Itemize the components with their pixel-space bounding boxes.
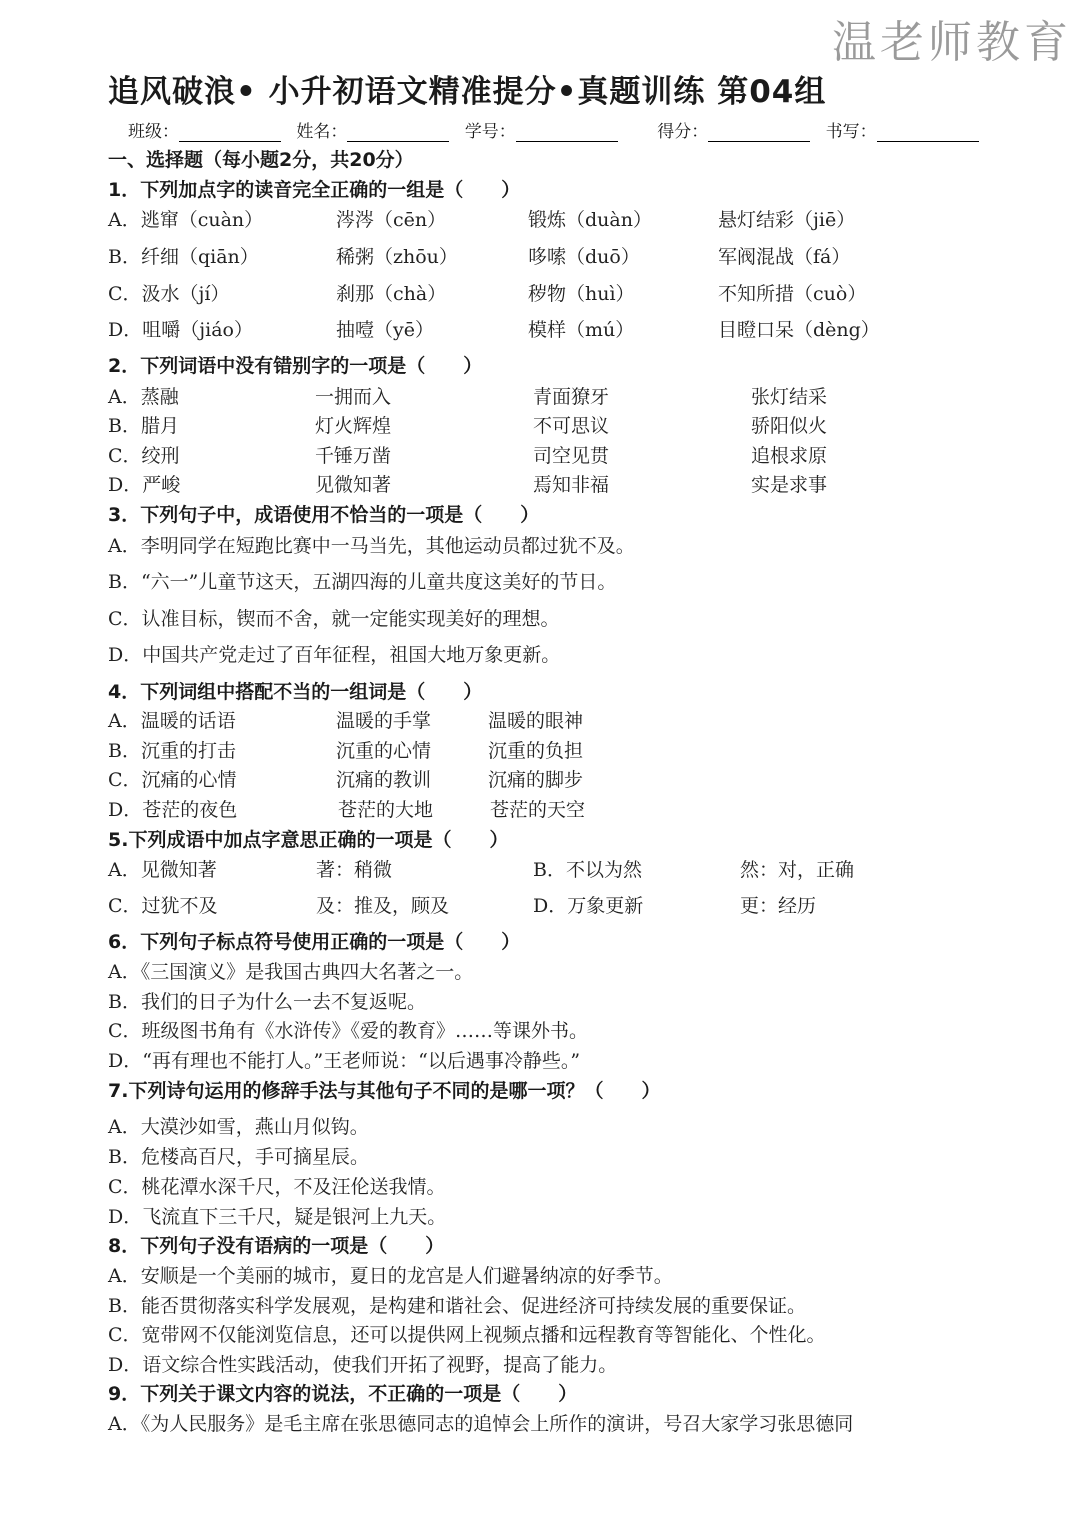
q8-option-d: D．语文综合性实践活动，使我们开拓了视野，提高了能力。	[108, 1354, 618, 1376]
q7-option-d: D．飞流直下三千尺，疑是银河上九天。	[108, 1206, 447, 1228]
q3-option-c: C．认准目标，锲而不舍，就一定能实现美好的理想。	[108, 608, 560, 630]
option: A．逃窜（cuàn）	[108, 209, 264, 231]
q6-option-c: C．班级图书角有《水浒传》《爱的教育》……等课外书。	[108, 1020, 589, 1042]
option: D．苍茫的夜色	[108, 799, 238, 821]
option: 更：经历	[740, 895, 817, 917]
option: 及：推及，顾及	[316, 895, 450, 917]
option: 不可思议	[533, 415, 610, 437]
option: A．温暖的话语	[108, 710, 236, 732]
option: D．万象更新	[533, 895, 644, 917]
question-2-stem: 2．下列词语中没有错别字的一项是（ ）	[108, 355, 483, 377]
question-6-stem: 6．下列句子标点符号使用正确的一项是（ ）	[108, 931, 521, 953]
option: 骄阳似火	[751, 415, 828, 437]
writing-label: 书写：	[825, 122, 877, 142]
option: 刹那（chà）	[336, 283, 447, 305]
q8-option-c: C．宽带网不仅能浏览信息，还可以提供网上视频点播和远程教育等智能化、个性化。	[108, 1324, 826, 1346]
name-blank[interactable]	[347, 125, 449, 142]
watermark: 温老师教育	[832, 17, 1072, 68]
q7-option-b: B．危楼高百尺，手可摘星辰。	[108, 1146, 369, 1168]
question-9-stem: 9．下列关于课文内容的说法，不正确的一项是（ ）	[108, 1383, 578, 1405]
option: 稀粥（zhōu）	[336, 246, 458, 268]
option: 一拥而入	[315, 386, 392, 408]
option: C．过犹不及	[108, 895, 218, 917]
question-7-stem: 7.下列诗句运用的修辞手法与其他句子不同的是哪一项？（ ）	[108, 1080, 661, 1102]
option: 沉痛的脚步	[488, 769, 584, 791]
option: 温暖的眼神	[488, 710, 584, 732]
student-info-line	[128, 117, 988, 142]
q7-option-c: C．桃花潭水深千尺，不及汪伦送我情。	[108, 1176, 446, 1198]
option: 温暖的手掌	[336, 710, 432, 732]
option: 沉痛的教训	[336, 769, 432, 791]
name-label: 姓名：	[296, 122, 348, 142]
option: 青面獠牙	[533, 386, 610, 408]
q3-option-d: D．中国共产党走过了百年征程，祖国大地万象更新。	[108, 644, 561, 666]
question-1-stem: 1．下列加点字的读音完全正确的一组是（ ）	[108, 179, 521, 201]
option: 见微知著	[315, 474, 392, 496]
option: 苍茫的天空	[490, 799, 586, 821]
option: 涔涔（cēn）	[336, 209, 447, 231]
option: C．绞刑	[108, 445, 180, 467]
option: 哆嗦（duō）	[528, 246, 640, 268]
option: B．沉重的打击	[108, 740, 236, 762]
question-8-stem: 8．下列句子没有语病的一项是（ ）	[108, 1235, 445, 1257]
option: 不知所措（cuò）	[718, 283, 867, 305]
option: 悬灯结彩（jiē）	[718, 209, 856, 231]
option: 千锤万凿	[315, 445, 392, 467]
option: 沉重的心情	[336, 740, 432, 762]
option: 军阀混战（fá）	[718, 246, 851, 268]
option: B．腊月	[108, 415, 179, 437]
question-3-stem: 3．下列句子中，成语使用不恰当的一项是（ ）	[108, 504, 540, 526]
id-blank[interactable]	[516, 125, 618, 142]
option: 锻炼（duàn）	[528, 209, 652, 231]
option: 著：稍微	[316, 859, 393, 881]
q3-option-a: A．李明同学在短跑比赛中一马当先，其他运动员都过犹不及。	[108, 535, 635, 557]
option: 灯火辉煌	[315, 415, 392, 437]
q7-option-a: A．大漠沙如雪，燕山月似钩。	[108, 1116, 369, 1138]
option: 实是求事	[751, 474, 828, 496]
option: 焉知非福	[533, 474, 610, 496]
option: 然：对，正确	[740, 859, 855, 881]
score-blank[interactable]	[708, 125, 810, 142]
q6-option-b: B．我们的日子为什么一去不复返呢。	[108, 991, 426, 1013]
option: B．纤细（qiān）	[108, 246, 259, 268]
option: 张灯结采	[751, 386, 828, 408]
option: B．不以为然	[533, 859, 642, 881]
q8-option-a: A．安顺是一个美丽的城市，夏日的龙宫是人们避暑纳凉的好季节。	[108, 1265, 673, 1287]
option: A．见微知著	[108, 859, 217, 881]
option: 模样（mú）	[528, 319, 635, 341]
q6-option-d: D．“再有理也不能打人。”王老师说：“以后遇事冷静些。”	[108, 1050, 581, 1072]
score-label: 得分：	[657, 122, 709, 142]
option: C．汲水（jí）	[108, 283, 230, 305]
page-title: 追风破浪• 小升初语文精准提分•真题训练 第04组	[108, 74, 827, 110]
id-label: 学号：	[464, 122, 516, 142]
option: 目瞪口呆（dèng）	[718, 319, 880, 341]
class-label: 班级：	[128, 122, 179, 142]
option: 苍茫的大地	[338, 799, 434, 821]
option: 秽物（huì）	[528, 283, 635, 305]
option: 司空见贯	[533, 445, 610, 467]
option: D．严峻	[108, 474, 181, 496]
option: D．咀嚼（jiáo）	[108, 319, 253, 341]
q3-option-b: B．“六一”儿童节这天，五湖四海的儿童共度这美好的节日。	[108, 571, 617, 593]
question-4-stem: 4．下列词组中搭配不当的一组词是（ ）	[108, 681, 483, 703]
writing-blank[interactable]	[877, 125, 979, 142]
section-heading: 一、选择题（每小题2分，共20分）	[108, 149, 414, 171]
option: 追根求原	[751, 445, 828, 467]
option: 沉重的负担	[488, 740, 584, 762]
class-blank[interactable]	[179, 125, 281, 142]
option: A．蒸融	[108, 386, 179, 408]
option: 抽噎（yē）	[336, 319, 434, 341]
q9-option-a: A．《为人民服务》是毛主席在张思德同志的追悼会上所作的演讲，号召大家学习张思德同	[108, 1413, 854, 1435]
q8-option-b: B．能否贯彻落实科学发展观，是构建和谐社会、促进经济可持续发展的重要保证。	[108, 1295, 806, 1317]
question-5-stem: 5.下列成语中加点字意思正确的一项是（ ）	[108, 829, 509, 851]
option: C．沉痛的心情	[108, 769, 237, 791]
q6-option-a: A．《三国演义》是我国古典四大名著之一。	[108, 961, 474, 983]
